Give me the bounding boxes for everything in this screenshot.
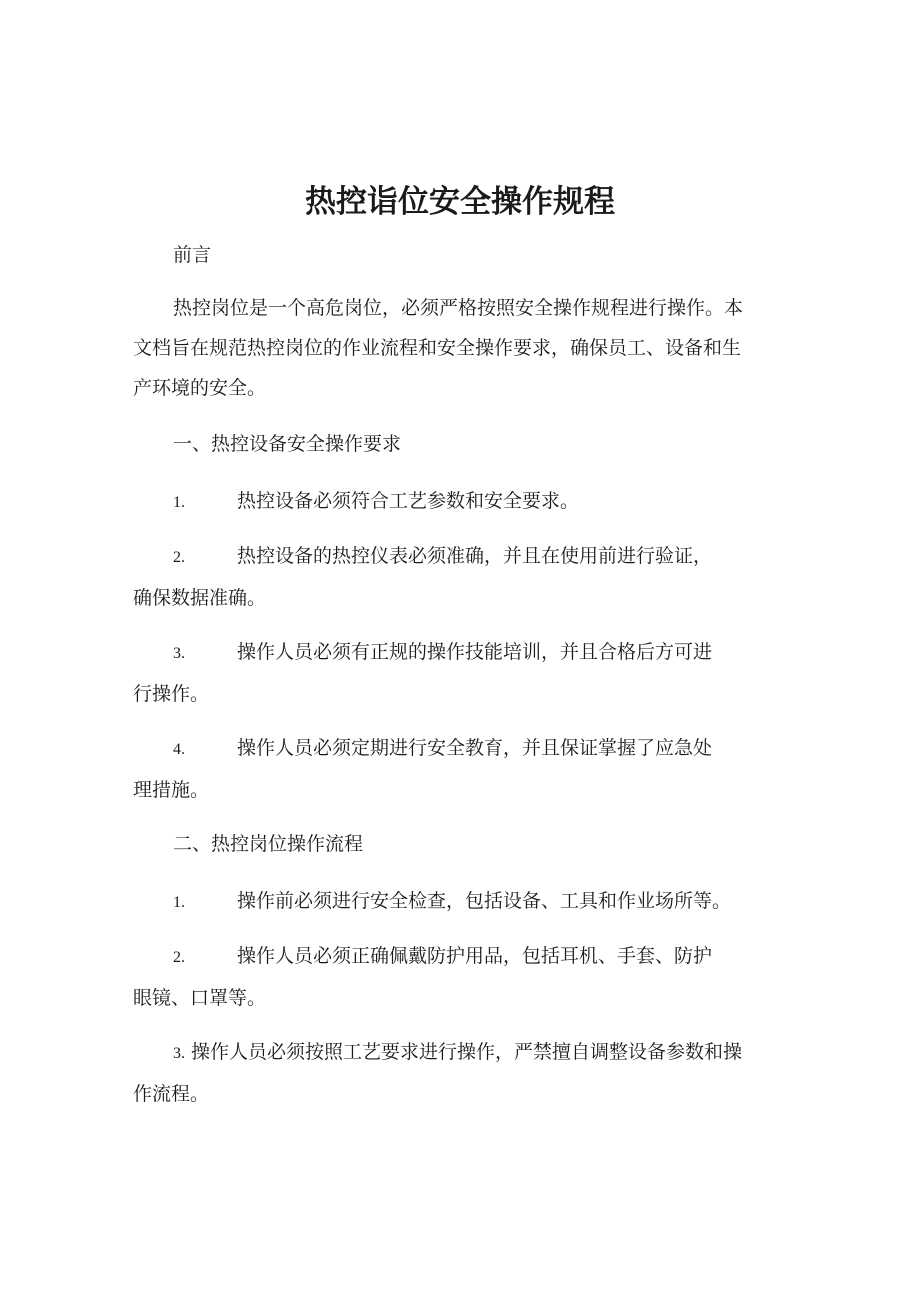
item-number: 2. — [173, 549, 185, 566]
page-title: 热控诣位安全操作规程 — [305, 184, 615, 220]
section2-heading-text: 二、热控岗位操作流程 — [173, 833, 364, 855]
list-item-line — [133, 936, 783, 978]
item-text: 热控设备的热控仪表必须准确，并且在使用前进行验证， — [237, 545, 713, 567]
item-text: 操作人员必须正确佩戴防护用品，包括耳机、手套、防护 — [237, 945, 713, 967]
item-number: 4. — [173, 741, 185, 758]
item-number: 2. — [173, 949, 185, 966]
item-text: 操作前必须进行安全检查，包括设备、工具和作业场所等。 — [237, 890, 732, 912]
item-number: 1. — [173, 894, 185, 911]
section1-item-4 — [133, 728, 783, 810]
preface-paragraph — [133, 288, 783, 408]
list-item-line — [133, 536, 783, 578]
section2-item-3 — [133, 1032, 783, 1114]
item-number: 3. — [173, 1045, 185, 1062]
list-item-line — [133, 481, 783, 523]
section2-item-2 — [133, 936, 783, 1018]
item-continuation: 作流程。 — [133, 1083, 210, 1105]
section2-heading — [133, 824, 783, 864]
item-continuation: 确保数据准确。 — [133, 587, 267, 609]
item-continuation: 行操作。 — [133, 683, 210, 705]
preface-heading — [133, 235, 783, 275]
list-item-line — [133, 632, 783, 674]
list-item-line — [133, 1032, 783, 1074]
list-item-line — [133, 881, 783, 923]
preface-line: 产环境的安全。 — [133, 377, 267, 399]
section1-item-1 — [133, 481, 783, 523]
item-text: 热控设备必须符合工艺参数和安全要求。 — [237, 490, 580, 512]
section1-heading-text: 一、热控设备安全操作要求 — [173, 433, 402, 455]
item-number: 3. — [173, 645, 185, 662]
item-continuation: 理措施。 — [133, 779, 210, 801]
item-number: 1. — [173, 494, 185, 511]
section1-heading — [133, 424, 783, 464]
preface-heading-text: 前言 — [173, 244, 212, 266]
section1-item-3 — [133, 632, 783, 714]
item-text: 操作人员必须有正规的操作技能培训，并且合格后方可进 — [237, 641, 713, 663]
section1-item-2 — [133, 536, 783, 618]
item-text: 操作人员必须定期进行安全教育，并且保证掌握了应急处 — [237, 737, 713, 759]
preface-line: 热控岗位是一个高危岗位，必须严格按照安全操作规程进行操作。本 — [173, 297, 744, 319]
preface-line: 文档旨在规范热控岗位的作业流程和安全操作要求，确保员工、设备和生 — [133, 337, 742, 359]
item-text: 操作人员必须按照工艺要求进行操作，严禁擅自调整设备参数和操 — [191, 1041, 743, 1063]
list-item-line — [133, 728, 783, 770]
item-continuation: 眼镜、口罩等。 — [133, 987, 267, 1009]
section2-item-1 — [133, 881, 783, 923]
